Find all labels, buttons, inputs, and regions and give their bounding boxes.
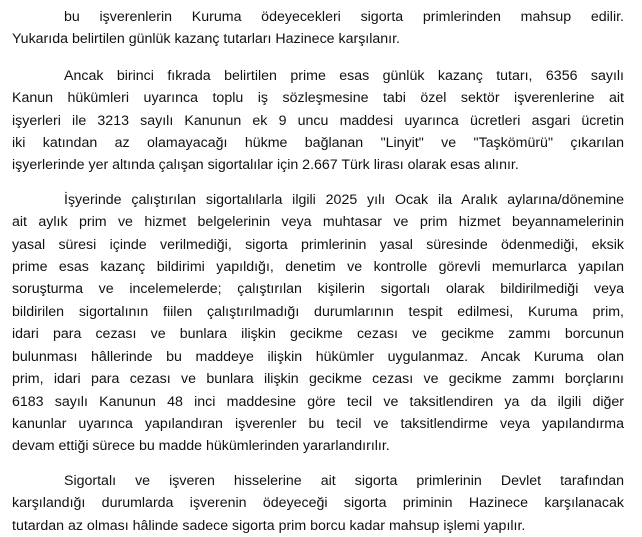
text-line: ait aylık prim ve hizmet belgelerinin veya muhtasar ve prim hizmet beyannamelerinin (12, 214, 624, 231)
text-line: prime esas kazanç bildirimi yapıldığı, denetim ve kontrolle görevli memurlarca yapılan (12, 259, 624, 276)
text-line: 6183 sayılı Kanunun 48 inci maddesine göre tecil ve taksitlendiren ya da ilgili diğer (12, 393, 624, 410)
paragraph-4 (12, 470, 624, 537)
text-line: prim, idari para cezası ve bunlara ilişkin gecikme cezası ve gecikme zammı borçlarını (12, 371, 624, 388)
text-line: işyerleri ile 3213 sayılı Kanunun ek 9 uncu maddesi uyarınca ücretleri asgari ücretin (12, 112, 624, 129)
text-line: işyerlerinde yer altında çalışan sigortalılar için 2.667 Türk lirası olarak esas alınır. (12, 157, 519, 174)
text-line: bu işverenlerin Kuruma ödeyecekleri sigorta primlerinden mahsup edilir. (64, 9, 624, 25)
text-line: idari para cezası ve bunlara ilişkin gecikme cezası ve gecikme zammı borcunun (12, 326, 624, 343)
text-line: Sigortalı ve işveren hisselerine ait sigorta primlerinin Devlet tarafından (64, 472, 624, 489)
text-line: tutardan az olması hâlinde sadece sigorta prim borcu kadar mahsup işlemi yapılır. (12, 517, 526, 534)
text-line: kanunlar uyarınca yapılandıran işverenler bu tecil ve taksitlendirme veya yapılandırma (12, 415, 624, 432)
text-line: karşılandığı durumlarda işverenin ödeyeceği sigorta priminin Hazinece karşılanacak (12, 495, 624, 512)
text-line: Yukarıda belirtilen günlük kazanç tutarları Hazinece karşılanır. (12, 31, 400, 48)
text-line: Kanun hükümleri uyarınca toplu iş sözleşmesine tabi özel sektör işverenlerine ait (12, 90, 624, 107)
text-line: soruşturma ve incelemelerde; çalıştırılan kişilerin sigortalı olarak bildirilmediği veya (12, 281, 624, 298)
text-line: Ancak birinci fıkrada belirtilen prime esas günlük kazanç tutarı, 6356 sayılı (64, 67, 624, 84)
paragraph-2 (12, 65, 624, 177)
document-body (12, 0, 624, 537)
text-line: bulunması hâllerinde bu maddeye ilişkin hükümler uygulanmaz. Ancak Kuruma olan (12, 348, 624, 365)
text-line: bildirilen sigortalının fiilen çalıştırılmadığı durumlarının tespit edilmesi, Kuruma prim, (12, 303, 624, 320)
text-line: devam ettiği sürece bu madde hükümlerinden yararlandırılır. (12, 438, 390, 455)
text-line: İşyerinde çalıştırılan sigortalılarla ilgili 2025 yılı Ocak ila Aralık aylarına/dönemine (64, 191, 624, 208)
text-line: yasal süresi içinde verilmediği, sigorta primlerinin yasal süresinde ödenmediği, eksik (12, 236, 624, 253)
paragraph-3 (12, 189, 624, 458)
text-line: iki katından az olamayacağı hükme bağlanan "Linyit" ve "Taşkömürü" çıkarılan (12, 135, 624, 152)
paragraph-1 (12, 0, 624, 51)
